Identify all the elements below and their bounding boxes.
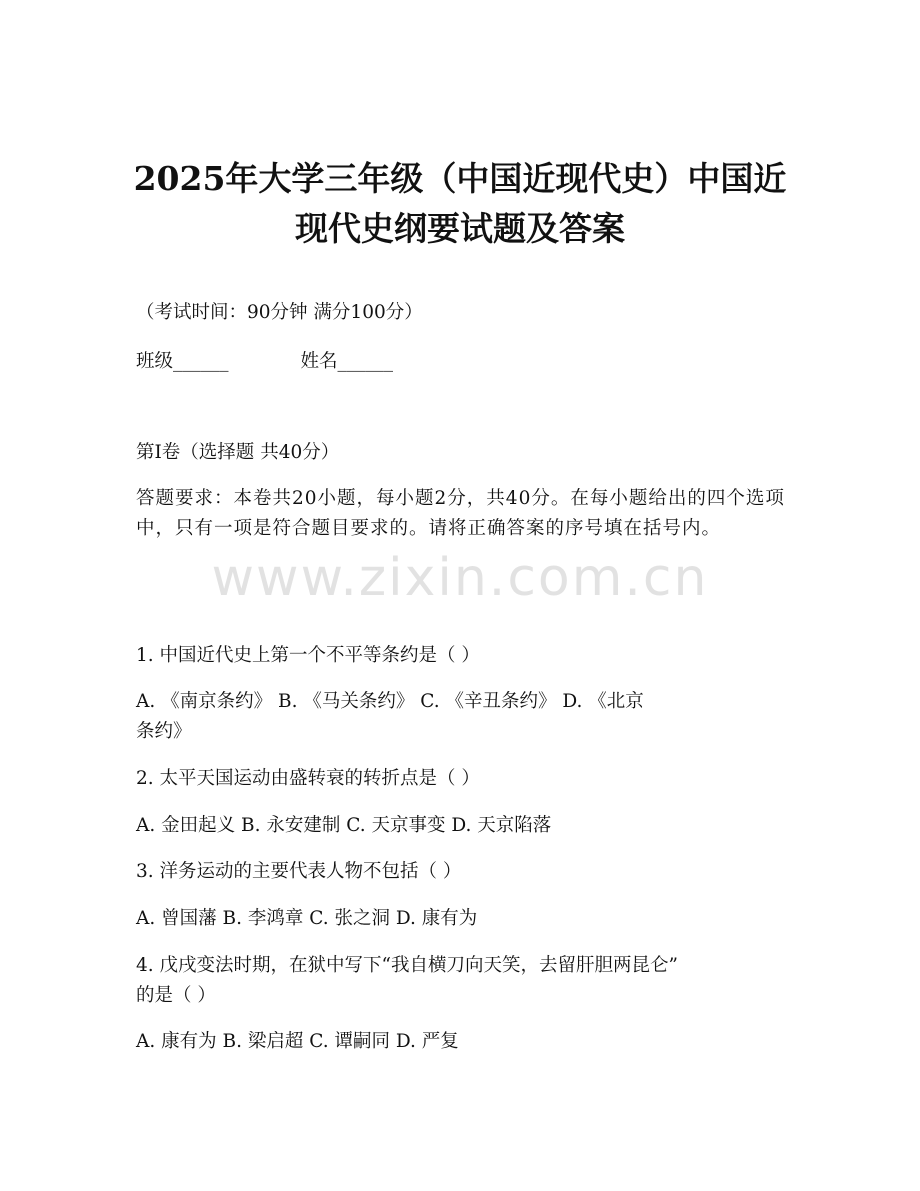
name-field-label: 姓名______ [300,351,394,372]
question-1-stem: 1. 中国近代史上第一个不平等条约是（ ） [136,645,480,666]
section-heading: 第I卷（选择题 共40分） [136,442,340,463]
question-2-stem: 2. 太平天国运动由盛转衰的转折点是（ ） [136,768,480,789]
document-title-line1: 2025年大学三年级（中国近现代史）中国近 [133,159,787,198]
question-1-options-cont: 条约》 [136,721,192,742]
student-fields [136,347,796,377]
class-field-label: 班级______ [136,351,229,372]
question-2-options: A. 金田起义 B. 永安建制 C. 天京事变 D. 天京陷落 [136,815,552,836]
question-1-options: A. 《南京条约》 B. 《马关条约》 C. 《辛丑条约》 D. 《北京 [136,691,644,712]
question-3-stem: 3. 洋务运动的主要代表人物不包括（ ） [136,861,462,882]
exam-info: （考试时间：90分钟 满分100分） [136,302,423,323]
site-watermark: www.zixin.com.cn [211,548,709,608]
question-4-stem: 4. 戊戌变法时期，在狱中写下“我自横刀向天笑，去留肝胆两昆仑” [136,955,678,976]
question-4-stem-cont: 的是（ ） [136,985,216,1006]
section-instructions: 答题要求：本卷共20小题，每小题2分，共40分。在每小题给出的四个选项中，只有一项是符合题目要求的。请将正确答案的序号填在括号内。 [136,488,785,539]
question-3-options: A. 曾国藩 B. 李鸿章 C. 张之洞 D. 康有为 [136,908,478,929]
document-title-line2: 现代史纲要试题及答案 [295,209,625,248]
question-4-options: A. 康有为 B. 梁启超 C. 谭嗣同 D. 严复 [136,1031,459,1052]
